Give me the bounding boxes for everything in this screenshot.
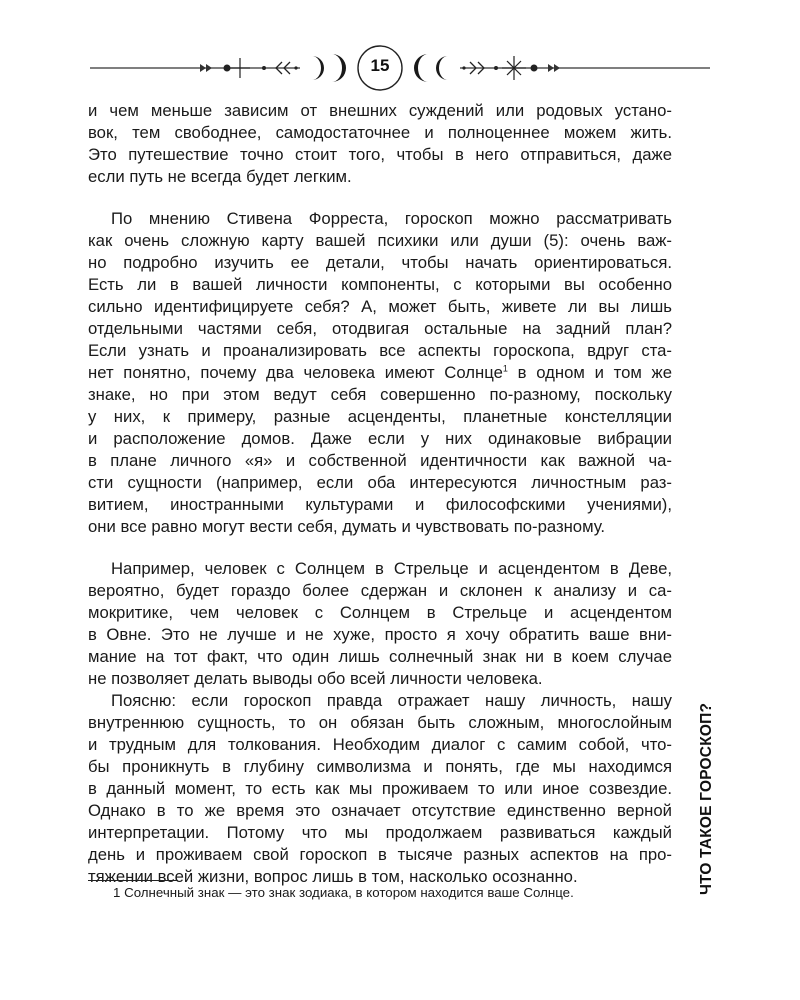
footnote-reference[interactable]: 1 — [502, 363, 508, 374]
text-line: у них, к примеру, разные асценденты, планетные констелляции — [88, 407, 672, 426]
crescent-moon-left-2-icon — [332, 54, 346, 82]
paragraph-1 — [88, 100, 672, 188]
text-line: сильно идентифицируете себя? А, может быть, живете ли вы лишь — [88, 297, 672, 316]
text-line: вок, тем свободнее, самодостаточнее и полноценнее можем жить. — [88, 123, 672, 142]
text-line: и трудным для толкования. Необходим диалог с самим собой, что- — [88, 735, 672, 754]
line-text: нет понятно, почему два человека имеют Солнце — [88, 363, 503, 382]
crescent-moon-left-1-icon — [312, 56, 324, 80]
text-line: если путь не всегда будет легким. — [88, 167, 352, 186]
text-line: и чем меньше зависим от внешних суждений или родовых устано- — [88, 101, 672, 120]
text-line: Однако в то же время это означает отсутствие единственно верной — [88, 801, 672, 820]
star-left-icon — [230, 58, 250, 78]
text-line: интерпретации. Потому что мы продолжаем развиваться каждый — [88, 823, 672, 842]
arrow-left-ornament — [200, 64, 212, 72]
footnote: 1 Солнечный знак — это знак зодиака, в котором находится ваше Солнце. — [113, 885, 574, 900]
paragraph-3 — [88, 558, 672, 690]
page-number: 15 — [370, 56, 390, 75]
text-line-with-footnote — [88, 362, 672, 384]
text-line: мокритике, чем человек с Солнцем в Стрельце и асцендентом — [88, 603, 672, 622]
paragraph-2 — [88, 208, 672, 538]
dot-left-1 — [224, 65, 231, 72]
text-line: отдельными частями себя, отодвигая остальные на задний план? — [88, 319, 672, 338]
text-line: не позволяет делать выводы обо всей личности человека. — [88, 669, 543, 688]
arrow-right-ornament — [548, 64, 560, 72]
text-line: в плане личного «я» и собственной идентичности как важной ча- — [88, 451, 672, 470]
crescent-moon-right-1-icon — [414, 54, 428, 82]
line-text-tail: в одном и том же — [507, 363, 672, 382]
footnote-divider — [88, 880, 178, 881]
text-line: Если узнать и проанализировать все аспекты гороскопа, вдруг ста- — [88, 341, 672, 360]
paragraph-4 — [88, 690, 672, 888]
text-line: в Овне. Это не лучше и не хуже, просто я хочу обратить ваше вни- — [88, 625, 672, 644]
text-line: и расположение домов. Даже если у них одинаковые вибрации — [88, 429, 672, 448]
text-line: По мнению Стивена Форреста, гороскоп можно рассматривать — [111, 209, 672, 228]
text-line: в данный момент, то есть как мы проживаем то или иное созвездие. — [88, 779, 672, 798]
text-line: они все равно могут вести себя, думать и чувствовать по-разному. — [88, 517, 606, 536]
text-line: Есть ли в вашей личности компоненты, с которыми вы особенно — [88, 275, 672, 294]
text-line: как очень сложную карту вашей психики или души (5): очень важ- — [88, 231, 672, 250]
text-line: знаке, но при этом ведут себя совершенно по-разному, поскольку — [88, 385, 672, 404]
text-line: день и проживаем свой гороскоп в тысяче разных аспектов на про- — [88, 845, 672, 864]
star-right-icon — [502, 56, 526, 80]
text-line: мание на тот факт, что один лишь солнечный знак ни в коем случае — [88, 647, 672, 666]
crescent-moon-right-2-icon — [436, 56, 448, 80]
text-line: Например, человек с Солнцем в Стрельце и асцендентом в Деве, — [111, 559, 672, 578]
body-text — [88, 100, 672, 888]
text-line: бы проникнуть в глубину символизма и понять, где мы находимся — [88, 757, 672, 776]
text-line: витием, иностранными культурами и философскими учениями), — [88, 495, 672, 514]
text-line: но подробно изучить ее детали, чтобы начать ориентироваться. — [88, 253, 672, 272]
text-line: Поясню: если гороскоп правда отражает нашу личность, нашу — [111, 691, 672, 710]
text-line: Это путешествие точно стоит того, чтобы в него отправиться, даже — [88, 145, 672, 164]
text-line: внутреннюю сущность, то он обязан быть сложным, многослойным — [88, 713, 672, 732]
running-chapter-title: ЧТО ТАКОЕ ГОРОСКОП? — [698, 702, 715, 895]
text-line: тяжении всей жизни, вопрос лишь в том, насколько осознанно. — [88, 867, 578, 886]
text-line: вероятно, будет гораздо более сдержан и склонен к анализу и са- — [88, 581, 672, 600]
text-line: сти сущности (например, если оба интересуются личностным раз- — [88, 473, 672, 492]
